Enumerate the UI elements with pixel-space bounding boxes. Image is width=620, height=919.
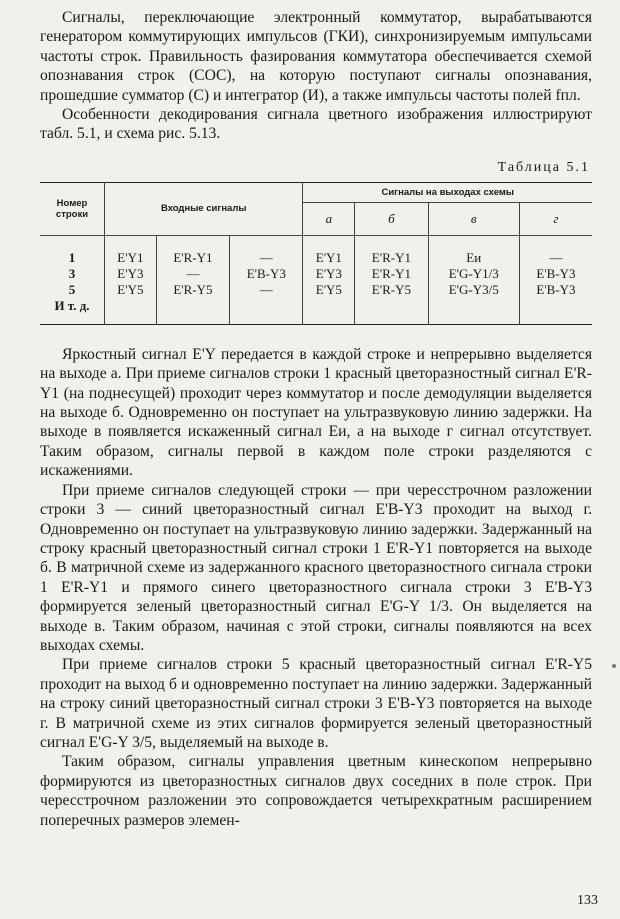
cell: E'G-Y1/3 <box>448 265 499 281</box>
cell: E'R-Y1 <box>371 249 411 265</box>
cell: — <box>186 265 200 281</box>
row-number: 3 <box>68 265 76 281</box>
header-input-signals: Входные сигналы <box>105 182 303 235</box>
paragraph-5: При приеме сигналов строки 5 красный цветоразностный сигнал E'R-Y5 проходит на выход б и одновременно поступает на линию задержки. Задержанный на строку синий цветоразностный сигнал строки 3 E'B-Y3 повторяется на выходе г. В матричной схеме из этих сигналов формируется зеленый цветоразностный сигнал E'G-Y 3/5, выделяемый на выходе в. <box>40 656 592 751</box>
table-caption: Таблица 5.1 <box>497 159 590 175</box>
paragraph-2: Особенности декодирования сигнала цветного изображения иллюстрируют табл. 5.1, и схема рис. 5.13. <box>40 106 592 143</box>
row-number: 1 <box>68 249 76 265</box>
paragraph-3: Яркостный сигнал E'Y передается в каждой строке и непрерывно выделяется на выходе а. При приеме сигналов строки 1 красный цветоразностный сигнал E'R-Y1 (на поднесущей) проходит через коммутатор и после демодуляции выделяется на выходе б. Одновременно он поступает на ультразвуковую линию задержки. На выходе в появляется искаженный сигнал Eи, а на выходе г сигнал отсутствует. Таким образом, сигналы первой в каждом поле строки разделяются с искажениями. <box>40 345 592 480</box>
cell: Eи <box>466 249 482 265</box>
signal-table <box>40 182 592 325</box>
cell: — <box>549 249 563 265</box>
col-input-2 <box>156 235 229 324</box>
cell: — <box>259 249 273 265</box>
cell: E'Y5 <box>315 281 342 297</box>
cell: E'Y5 <box>117 281 144 297</box>
cell: E'B-Y3 <box>536 281 576 297</box>
header-row-number: Номер строки <box>40 182 105 235</box>
cell: E'Y1 <box>117 249 144 265</box>
col-output-a <box>303 235 355 324</box>
col-input-3 <box>230 235 303 324</box>
cell: E'B-Y3 <box>536 265 576 281</box>
paragraph-6: Таким образом, сигналы управления цветным кинескопом непрерывно формируются из цветоразностных сигналов двух соседних в поле строк. При чересстрочном разложении это сопровождается четырехкратным расширением поперечных размеров элемен- <box>40 753 592 829</box>
page-number: 133 <box>577 893 598 908</box>
cell: E'R-Y1 <box>173 249 213 265</box>
row-number: 5 <box>68 281 76 297</box>
cell: E'Y3 <box>117 265 144 281</box>
col-input-1 <box>105 235 157 324</box>
cell: E'B-Y3 <box>246 265 286 281</box>
cell: E'R-Y5 <box>371 281 411 297</box>
cell: E'R-Y1 <box>371 265 411 281</box>
header-output-signals: Сигналы на выходах схемы <box>303 182 592 202</box>
col-row-numbers <box>40 235 105 324</box>
margin-dot <box>612 664 616 668</box>
cell: E'G-Y3/5 <box>448 281 499 297</box>
header-output-b: б <box>355 202 428 235</box>
header-output-g: г <box>519 202 592 235</box>
header-output-v: в <box>428 202 519 235</box>
cell: E'R-Y5 <box>173 281 213 297</box>
cell: E'Y1 <box>315 249 342 265</box>
page-content <box>40 8 592 830</box>
col-output-v <box>428 235 519 324</box>
header-output-a: а <box>303 202 355 235</box>
cell: E'Y3 <box>315 265 342 281</box>
cell: — <box>259 281 273 297</box>
paragraph-4: При приеме сигналов следующей строки — при чересстрочном разложении строки 3 — синий цветоразностный сигнал E'B-Y3 проходит на выход г. Одновременно он поступает на ультразвуковую линию задержки. Задержанный на строку красный цветоразностный сигнал строки 1 E'R-Y1 повторяется на выходе б. В матричной схеме из задержанного красного цветоразностного сигнала строки 1 E'R-Y1 и прямого синего цветоразностного сигнала строки 3 E'B-Y3 формируется зеленый цветоразностный сигнал E'G-Y 1/3. Он выделяется на выходе в. Таким образом, начиная с этой строки, сигналы появляются на всех выходах схемы. <box>40 481 592 654</box>
col-output-b <box>355 235 428 324</box>
paragraph-1: Сигналы, переключающие электронный коммутатор, вырабатываются генератором коммутирующих импульсов (ГКИ), синхронизируемым импульсами частоты строк. Правильность фазирования коммутатора обеспечивается схемой опознавания строк (СОС), на которую поступают сигналы опознавания, прошедшие сумматор (С) и интегратор (И), а также импульсы частоты полей fпл. <box>40 9 592 104</box>
row-number: И т. д. <box>54 297 90 313</box>
col-output-g <box>519 235 592 324</box>
